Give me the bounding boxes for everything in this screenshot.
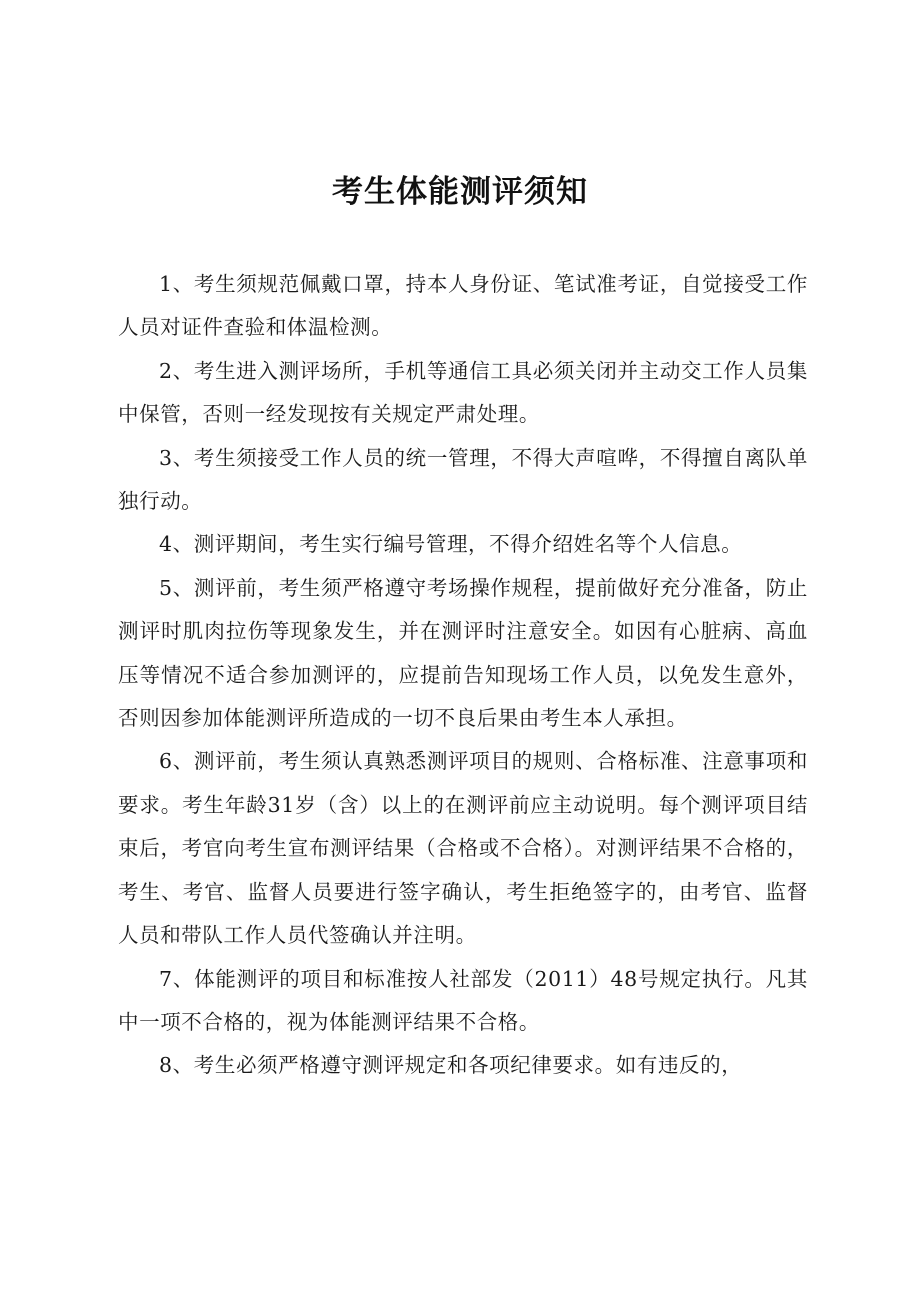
paragraph-6: 6、测评前，考生须认真熟悉测评项目的规则、合格标准、注意事项和要求。考生年龄31岁（含）以上的在测评前应主动说明。每个测评项目结束后，考官向考生宣布测评结果（合格或不合格）。对测评结果不合格的，考生、考官、监督人员要进行签字确认，考生拒绝签字的，由考官、监督人员和带队工作人员代签确认并注明。 bbox=[118, 749, 808, 948]
paragraph-3: 3、考生须接受工作人员的统一管理，不得大声喧哗，不得擅自离队单独行动。 bbox=[118, 445, 808, 514]
paragraph-8: 8、考生必须严格遵守测评规定和各项纪律要求。如有违反的， bbox=[159, 1053, 743, 1078]
document-body bbox=[118, 263, 808, 1088]
paragraph-7: 7、体能测评的项目和标准按人社部发（2011）48号规定执行。凡其中一项不合格的，视为体能测评结果不合格。 bbox=[118, 966, 808, 1034]
paragraph-1: 1、考生须规范佩戴口罩，持本人身份证、笔试准考证，自觉接受工作人员对证件查验和体温检测。 bbox=[118, 272, 808, 340]
document-title: 考生体能测评须知 bbox=[332, 174, 588, 210]
paragraph-2: 2、考生进入测评场所，手机等通信工具必须关闭并主动交工作人员集中保管，否则一经发现按有关规定严肃处理。 bbox=[118, 358, 808, 427]
paragraph-5: 5、测评前，考生须严格遵守考场操作规程，提前做好充分准备，防止测评时肌肉拉伤等现象发生，并在测评时注意安全。如因有心脏病、高血压等情况不适合参加测评的，应提前告知现场工作人员，以免发生意外，否则因参加体能测评所造成的一切不良后果由考生本人承担。 bbox=[118, 575, 808, 731]
paragraph-4: 4、测评期间，考生实行编号管理，不得介绍姓名等个人信息。 bbox=[159, 532, 743, 557]
